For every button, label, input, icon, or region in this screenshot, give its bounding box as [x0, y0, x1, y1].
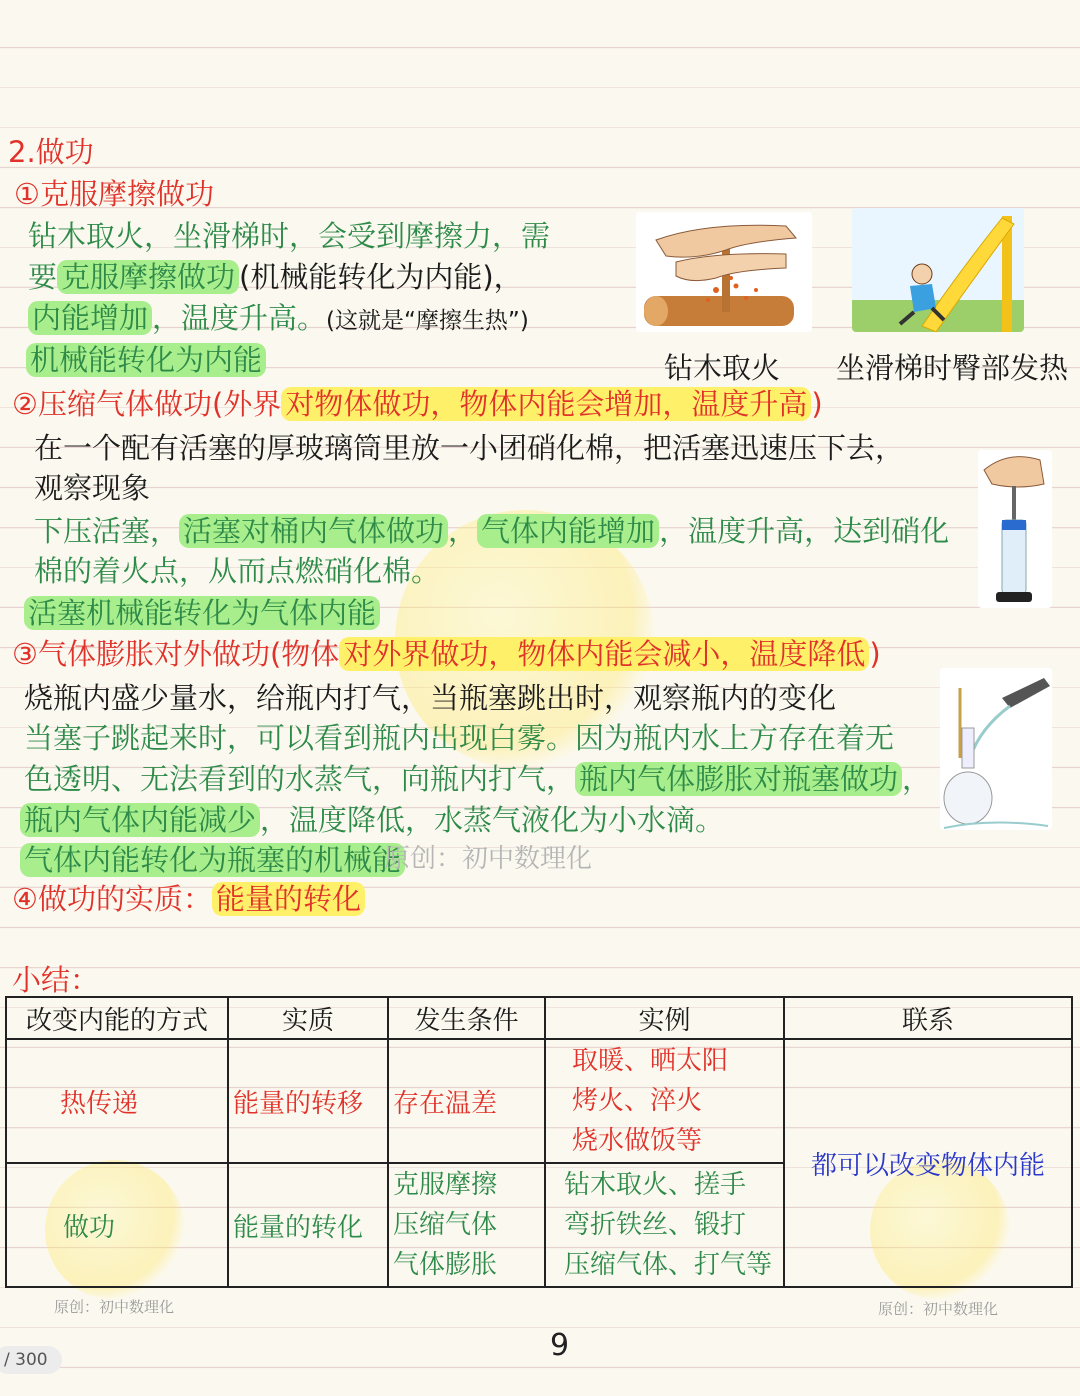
row2-example-1: 钻木取火、搓手 — [564, 1170, 747, 1200]
row2-conditions — [388, 1163, 545, 1287]
sub1-line4 — [26, 338, 266, 379]
sub3-heading — [12, 632, 881, 673]
sub3-heading-highlight: 对外界做功，物体内能会减小，温度降低 — [339, 637, 869, 671]
row2-condition-3: 气体膨胀 — [393, 1250, 498, 1280]
sub1-line2 — [28, 255, 523, 296]
page-indicator-badge: / 300 — [0, 1346, 62, 1374]
row1-example-3: 烧水做饭等 — [572, 1126, 703, 1156]
sub3-line3-post: ， — [902, 762, 932, 796]
drilling-wood-illustration — [636, 212, 812, 332]
sub3-line3 — [24, 757, 931, 798]
sub2-line3-highlight-1: 活塞对桶内气体做功 — [179, 514, 448, 548]
summary-table — [5, 996, 1073, 1288]
sub1-line2-pre: 要 — [28, 260, 58, 294]
page-number: 9 — [550, 1328, 570, 1363]
sub3-line5 — [20, 838, 405, 879]
row2-condition-2: 压缩气体 — [393, 1210, 498, 1240]
sub3-heading-pre: ③气体膨胀对外做功(物体 — [12, 637, 340, 671]
sub2-line5 — [24, 591, 380, 632]
header-relation: 联系 — [784, 997, 1072, 1039]
sub2-line2: 观察现象 — [34, 471, 151, 505]
sub2-line3 — [34, 509, 949, 550]
flask-pump-illustration — [940, 668, 1052, 830]
piston-cylinder-illustration — [978, 450, 1052, 608]
sub1-line4-highlight: 机械能转化为内能 — [26, 343, 266, 377]
sub1-line3-mid: ，温度升高。 — [152, 301, 327, 335]
sub2-heading-pre: ②压缩气体做功(外界 — [12, 387, 282, 421]
sub2-line3-post: ，温度升高，达到硝化 — [659, 514, 950, 548]
sub2-line3-pre: 下压活塞， — [34, 514, 180, 548]
row1-essence: 能量的转移 — [228, 1039, 388, 1163]
sub1-line3-note: (这就是“摩擦生热”) — [326, 308, 529, 334]
caption-drilling-wood: 钻木取火 — [664, 351, 781, 385]
sub3-line5-highlight: 气体内能转化为瓶塞的机械能 — [20, 843, 405, 877]
watermark-right: 原创：初中数理化 — [878, 1300, 999, 1318]
relation-cell: 都可以改变物体内能 — [784, 1039, 1072, 1287]
caption-slide: 坐滑梯时臀部发热 — [836, 351, 1069, 385]
row1-method: 热传递 — [6, 1039, 228, 1163]
row2-condition-1: 克服摩擦 — [393, 1170, 498, 1200]
sub3-line2: 当塞子跳起来时，可以看到瓶内出现白雾。因为瓶内水上方存在着无 — [24, 721, 895, 755]
sub3-line4-post: ，温度降低，水蒸气液化为小水滴。 — [260, 803, 725, 837]
sub1-line3-highlight: 内能增加 — [28, 301, 152, 335]
row2-essence: 能量的转化 — [228, 1163, 388, 1287]
row1-examples — [545, 1039, 784, 1163]
sub2-line4: 棉的着火点，从而点燃硝化棉。 — [34, 554, 441, 588]
sub2-line3-highlight-2: 气体内能增加 — [477, 514, 659, 548]
center-watermark-text: 原创：初中数理化 — [384, 844, 593, 874]
sub4-heading — [12, 877, 365, 918]
sub2-heading-highlight: 对物体做功，物体内能会增加，温度升高 — [281, 387, 811, 421]
sub2-line3-sep: ， — [448, 514, 478, 548]
sub3-line3-pre: 色透明、无法看到的水蒸气，向瓶内打气， — [24, 762, 576, 796]
watermark-left: 原创：初中数理化 — [54, 1298, 175, 1316]
sub4-heading-pre: ④做功的实质： — [12, 882, 212, 916]
sub2-line1: 在一个配有活塞的厚玻璃筒里放一小团硝化棉，把活塞迅速压下去， — [34, 431, 905, 465]
sub1-line1: 钻木取火，坐滑梯时，会受到摩擦力，需 — [28, 219, 551, 253]
row2-method: 做功 — [6, 1163, 228, 1287]
sub2-line5-highlight: 活塞机械能转化为气体内能 — [24, 596, 380, 630]
row2-examples — [545, 1163, 784, 1287]
sub1-line2-highlight: 克服摩擦做功 — [57, 260, 239, 294]
sub1-line3 — [28, 296, 529, 337]
header-examples: 实例 — [545, 997, 784, 1039]
sub3-line4-highlight: 瓶内气体内能减少 — [20, 803, 260, 837]
section-title: 2.做功 — [8, 135, 94, 169]
row1-condition: 存在温差 — [388, 1039, 545, 1163]
sub1-heading: ①克服摩擦做功 — [14, 177, 214, 211]
sub4-heading-highlight: 能量的转化 — [212, 882, 365, 916]
slide-illustration — [852, 208, 1024, 332]
header-condition: 发生条件 — [388, 997, 545, 1039]
summary-header-row — [6, 997, 1072, 1039]
summary-title: 小结： — [12, 963, 100, 997]
header-essence: 实质 — [228, 997, 388, 1039]
sub1-line2-post: (机械能转化为内能)， — [239, 260, 523, 294]
row2-example-3: 压缩气体、打气等 — [564, 1250, 773, 1280]
sub3-line1: 烧瓶内盛少量水，给瓶内打气，当瓶塞跳出时，观察瓶内的变化 — [24, 681, 837, 715]
sub2-heading-post: ) — [811, 387, 823, 421]
sub3-line4 — [20, 798, 724, 839]
row1-example-1: 取暖、晒太阳 — [572, 1046, 729, 1076]
summary-row-heat-transfer — [6, 1039, 1072, 1163]
sub3-heading-post: ) — [869, 637, 881, 671]
header-method: 改变内能的方式 — [6, 997, 228, 1039]
sub2-heading — [12, 382, 823, 423]
sub3-line3-highlight: 瓶内气体膨胀对瓶塞做功 — [575, 762, 902, 796]
row1-example-2: 烤火、淬火 — [572, 1086, 703, 1116]
row2-example-2: 弯折铁丝、锻打 — [564, 1210, 747, 1240]
